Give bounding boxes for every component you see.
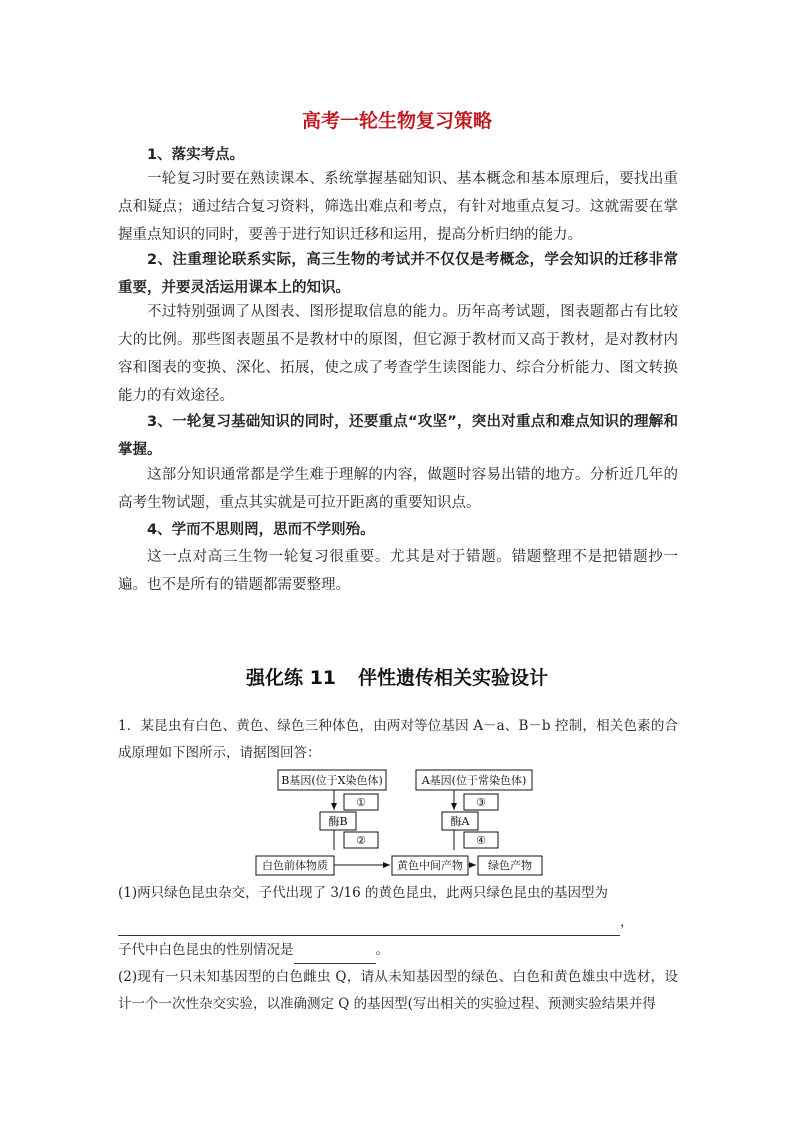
section-1-heading: 1、落实考点。 — [147, 147, 245, 163]
section-2-body: 不过特别强调了从图表、图形提取信息的能力。历年高考试题，图表题都占有比较大的比例。那些图表题虽不是教材中的原图，但它源于教材而又高于教材，是对教材内容和图表的变换、深化、拓展，使之成了考查学生读图能力、综合分析能力、图文转换能力的有效途径。 — [118, 304, 678, 404]
step-4-label: ④ — [476, 834, 486, 847]
section-1-body: 一轮复习时要在熟读课本、系统掌握基础知识、基本概念和基本原理后，要找出重点和疑点；通过结合复习资料，筛选出难点和考点，有针对地重点复习。这就需要在掌握重点知识的同时，要善于进行知识迁移和运用，提高分析归纳的能力。 — [118, 171, 678, 243]
enzyme-b-label: 酶B — [328, 815, 348, 828]
white-sex-answer-blank[interactable] — [294, 945, 376, 964]
exercise-title-topic: 伴性遗传相关实验设计 — [358, 667, 549, 689]
section-4-body: 这一点对高三生物一轮复习很重要。尤其是对于错题。错题整理不是把错题抄一遍。也不是所有的错题都需要整理。 — [118, 549, 678, 593]
exercise-title-number: 强化练 11 — [245, 667, 337, 689]
blank-comma: ， — [620, 914, 634, 930]
exercise-title — [0, 663, 794, 690]
enzyme-a-label: 酶A — [450, 815, 470, 828]
question-1-part-2: (2)现有一只未知基因型的白色雌虫 Q，请从未知基因型的绿色、白色和黄色雄虫中选材，设计一个一次性杂交实验，以准确测定 Q 的基因型(写出相关的实验过程、预测实验结果并得 — [118, 969, 678, 1012]
section-2-heading: 2、注重理论联系实际，高三生物的考试并不仅仅是考概念，学会知识的迁移非常重要，并要灵活运用课本上的知识。 — [118, 252, 678, 296]
genotype-answer-blank[interactable] — [118, 917, 620, 936]
step-3-label: ③ — [476, 796, 486, 809]
white-sex-suffix: 。 — [375, 942, 389, 958]
white-precursor-label: 白色前体物质 — [262, 859, 328, 872]
section-3-heading: 3、一轮复习基础知识的同时，还要重点“攻坚”，突出对重点和难点知识的理解和掌握。 — [118, 414, 678, 458]
step-1-label: ① — [356, 796, 366, 809]
question-1-intro: 1．某昆虫有白色、黄色、绿色三种体色，由两对等位基因 A－a、B－b 控制，相关色素的合成原理如下图所示，请据图回答： — [118, 718, 678, 761]
question-1-part-1: (1)两只绿色昆虫杂交，子代出现了 3/16 的黄色昆虫，此两只绿色昆虫的基因型为 — [118, 885, 609, 901]
question-1-part-1b — [118, 937, 678, 964]
pigment-synthesis-diagram — [250, 766, 550, 878]
section-4-heading: 4、学而不思则罔，思而不学则殆。 — [147, 522, 375, 538]
green-product-label: 绿色产物 — [488, 859, 532, 872]
strategy-title: 高考一轮生物复习策略 — [301, 110, 492, 132]
question-1-part-1-blank-line — [118, 909, 678, 936]
step-2-label: ② — [356, 834, 366, 847]
gene-a-label: A基因(位于常染色体) — [421, 774, 527, 787]
section-3-body: 这部分知识通常都是学生难于理解的内容，做题时容易出错的地方。分析近几年的高考生物试题，重点其实就是可拉开距离的重要知识点。 — [118, 467, 678, 511]
white-sex-prompt: 子代中白色昆虫的性别情况是 — [118, 942, 294, 958]
gene-b-label: B基因(位于X染色体) — [281, 774, 383, 787]
yellow-intermediate-label: 黄色中间产物 — [397, 859, 463, 872]
